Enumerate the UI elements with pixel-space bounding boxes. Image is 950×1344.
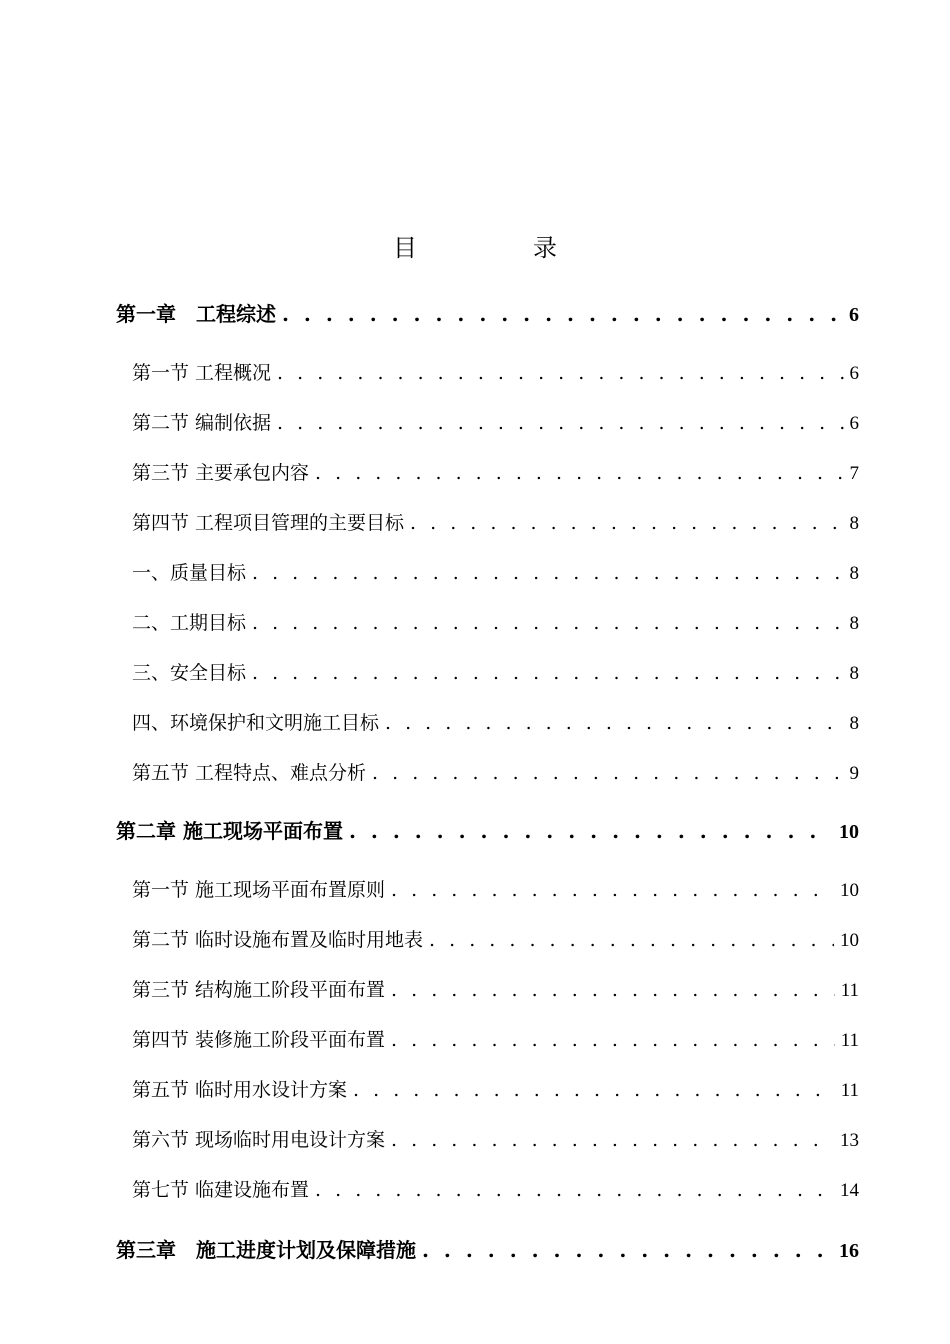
toc-dot-leader [349,819,833,843]
toc-entry[interactable] [132,975,859,1002]
toc-entry[interactable] [132,608,859,635]
toc-entry-label: 第一章 工程综述 [116,302,276,326]
toc-dot-leader [282,302,843,326]
toc-entry-page: 11 [840,980,859,1001]
toc-entry-page: 8 [849,513,859,534]
toc-entry[interactable] [132,1175,859,1202]
toc-entry-label: 第一节 施工现场平面布置原则 [132,879,386,901]
toc-entry[interactable] [116,815,859,844]
toc-entry-page: 7 [849,463,859,484]
toc-entry-page: 11 [840,1030,859,1051]
toc-entry-page: 8 [849,713,859,734]
toc-entry-label: 第二章 施工现场平面布置 [116,819,343,843]
toc-entry-page: 8 [849,563,859,584]
toc-dot-leader [353,1079,835,1101]
toc-entry-label: 第三节 主要承包内容 [132,462,310,484]
toc-entry-label: 第二节 编制依据 [132,412,272,434]
toc-entry-page: 9 [849,763,859,784]
toc-dot-leader [372,762,843,784]
toc-dot-leader [391,1029,835,1051]
toc-entry[interactable] [132,1125,859,1152]
toc-entry[interactable] [132,408,859,435]
toc-entry[interactable] [116,1234,859,1263]
toc-entry-page: 8 [849,663,859,684]
toc-entry[interactable] [132,658,859,685]
toc-entry-label: 一、质量目标 [132,562,247,584]
toc-entry-page: 16 [839,1240,859,1262]
toc-entry-page: 10 [840,930,859,951]
toc-entry-label: 第五节 工程特点、难点分析 [132,762,367,784]
toc-entry[interactable] [132,925,859,952]
toc-entry-label: 第五节 临时用水设计方案 [132,1079,348,1101]
toc-dot-leader [252,562,843,584]
toc-entry[interactable] [132,708,859,735]
toc-dot-leader [315,1179,834,1201]
toc-entry-label: 二、工期目标 [132,612,247,634]
toc-dot-leader [429,929,834,951]
toc-entry-label: 第七节 临建设施布置 [132,1179,310,1201]
toc-entry[interactable] [116,298,859,327]
toc-entry[interactable] [132,1075,859,1102]
toc-entry[interactable] [132,358,859,385]
toc-entry-page: 10 [840,880,859,901]
toc-entry-page: 14 [840,1180,859,1201]
toc-entry-label: 三、安全目标 [132,662,247,684]
toc-entry-label: 第四节 装修施工阶段平面布置 [132,1029,386,1051]
toc-entry-label: 第六节 现场临时用电设计方案 [132,1129,386,1151]
toc-entry-label: 第一节 工程概况 [132,362,272,384]
toc-dot-leader [277,412,843,434]
toc-entry-page: 11 [840,1080,859,1101]
toc-entry-label: 第三章 施工进度计划及保障措施 [116,1238,416,1262]
toc-entry[interactable] [132,758,859,785]
toc-entry[interactable] [132,458,859,485]
toc-dot-leader [391,879,834,901]
toc-dot-leader [252,662,843,684]
toc-entry-label: 第四节 工程项目管理的主要目标 [132,512,405,534]
toc-entry-label: 第三节 结构施工阶段平面布置 [132,979,386,1001]
toc-entry-page: 6 [849,304,859,326]
toc-entry-page: 8 [849,613,859,634]
toc-title: 目 录 [393,234,603,262]
toc-entry-label: 第二节 临时设施布置及临时用地表 [132,929,424,951]
toc-entry-page: 6 [849,413,859,434]
toc-dot-leader [422,1238,833,1262]
toc-dot-leader [385,712,843,734]
toc-entry[interactable] [132,508,859,535]
toc-dot-leader [252,612,843,634]
toc-entry-page: 6 [849,363,859,384]
toc-entry[interactable] [132,558,859,585]
toc-entry-page: 13 [840,1130,859,1151]
toc-dot-leader [391,1129,834,1151]
toc-dot-leader [410,512,843,534]
toc-entry-label: 四、环境保护和文明施工目标 [132,712,380,734]
toc-dot-leader [315,462,843,484]
toc-dot-leader [277,362,843,384]
toc-entry-page: 10 [839,821,859,843]
toc-dot-leader [391,979,835,1001]
toc-entry[interactable] [132,1025,859,1052]
toc-entry[interactable] [132,875,859,902]
